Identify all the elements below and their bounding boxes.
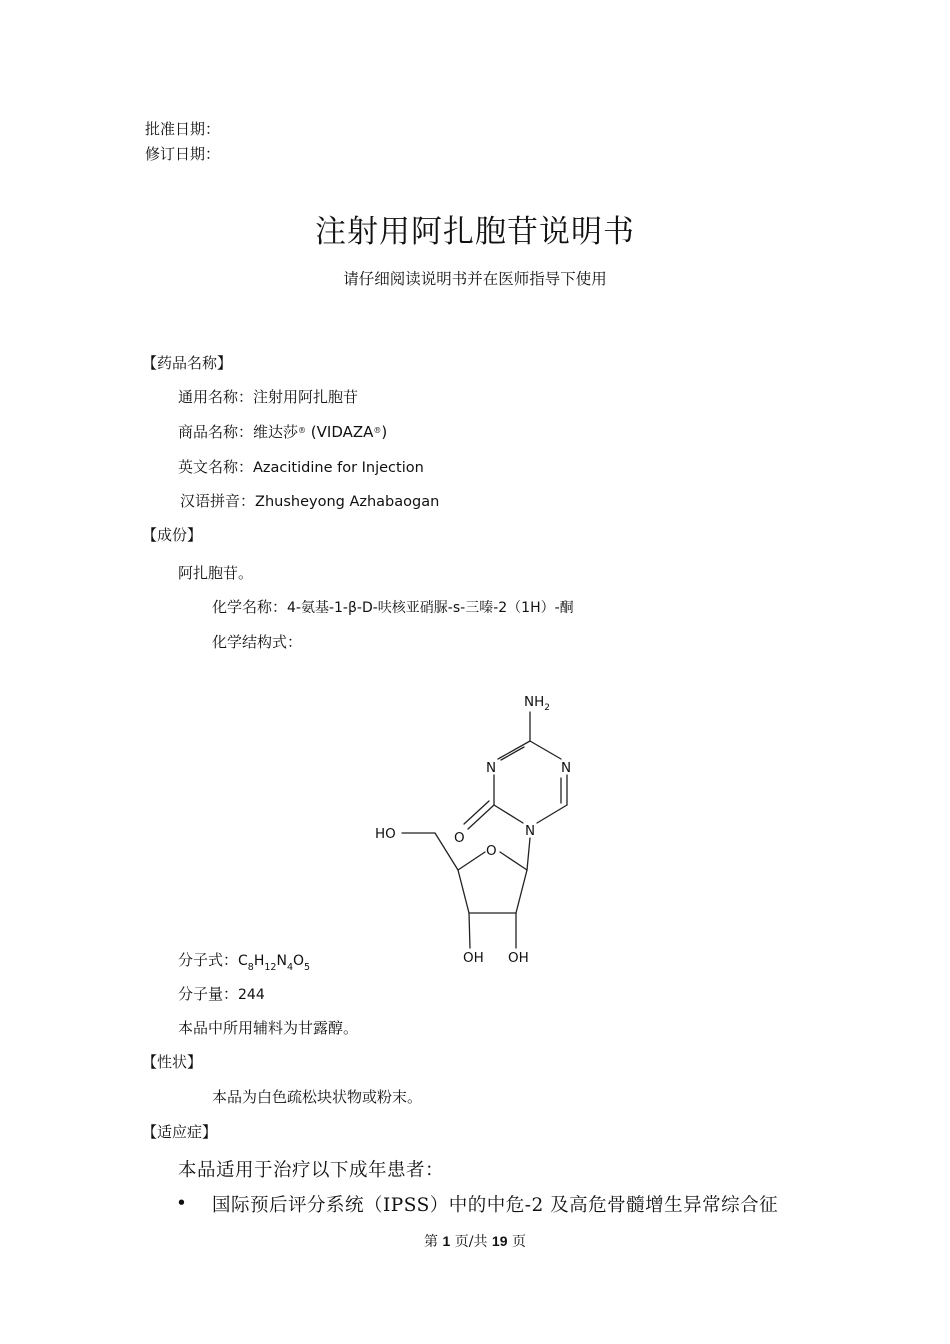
english-name-label: 英文名称：	[178, 458, 254, 476]
amino-label: $NH_2$	[524, 694, 550, 713]
atom-n-right: N	[561, 760, 572, 776]
generic-name-label: 通用名称：	[178, 388, 254, 406]
trade-name-cn: 维达莎	[253, 423, 299, 441]
english-name-value: Azacitidine for Injection	[253, 460, 424, 476]
pinyin-name-value: Zhusheyong Azhabaogan	[255, 494, 440, 510]
description-text: 本品为白色疏松块状物或粉末。	[212, 1088, 423, 1106]
section-heading-indications: 【适应症】	[142, 1123, 218, 1141]
formula-label: 分子式：	[178, 951, 239, 969]
molecular-weight-line	[178, 983, 265, 1004]
registered-mark: ®	[298, 426, 307, 435]
indication-bullet: •	[176, 1193, 188, 1214]
ingredient-text: 阿扎胞苷。	[178, 564, 254, 582]
chemical-structure-diagram	[360, 680, 600, 970]
atom-n-bottom: N	[525, 823, 536, 839]
document-subtitle: 请仔细阅读说明书并在医师指导下使用	[343, 270, 607, 288]
approval-date-label: 批准日期：	[145, 120, 221, 138]
indication-item-1: 国际预后评分系统（IPSS）中的中危-2 及高危骨髓增生异常综合征	[212, 1195, 779, 1216]
generic-name-value: 注射用阿扎胞苷	[253, 388, 359, 406]
atom-o-carbonyl: O	[454, 830, 465, 846]
registered-mark-2: ®	[373, 426, 382, 435]
pinyin-name-line	[180, 490, 439, 511]
hydroxyl-ho: HO	[375, 826, 396, 842]
mw-label: 分子量：	[178, 985, 239, 1003]
section-heading-composition: 【成份】	[142, 526, 203, 544]
mw-value: 244	[238, 987, 265, 1003]
molecular-formula: $C_8H_{12}N_4O_5$	[238, 953, 311, 973]
revision-date-label: 修订日期：	[145, 145, 221, 163]
indications-intro: 本品适用于治疗以下成年患者：	[178, 1160, 445, 1181]
page-footer: 第 1 页/共 19 页	[424, 1233, 526, 1250]
hydroxyl-oh-left: OH	[463, 950, 484, 966]
hydroxyl-oh-right: OH	[508, 950, 529, 966]
chemical-name-line	[212, 596, 574, 617]
pinyin-name-label: 汉语拼音：	[180, 492, 256, 510]
page-total: 19	[491, 1233, 508, 1249]
structure-label: 化学结构式：	[212, 633, 303, 651]
chemical-name-label: 化学名称：	[212, 598, 288, 616]
trade-name-open: (VIDAZA	[306, 423, 374, 441]
generic-name-line	[178, 386, 358, 407]
document-title: 注射用阿扎胞苷说明书	[315, 214, 635, 250]
section-heading-drug-name: 【药品名称】	[142, 354, 233, 372]
page-number: 1	[442, 1233, 451, 1249]
molecular-formula-line	[178, 949, 310, 973]
trade-name-line	[178, 421, 387, 442]
atom-n-left: N	[486, 760, 497, 776]
excipient-text: 本品中所用辅料为甘露醇。	[178, 1019, 359, 1037]
chemical-name-value: 4-氨基-1-β-D-呋核亚硝脲-s-三嗪-2（1H）-酮	[287, 600, 574, 616]
trade-name-close: )	[381, 423, 388, 441]
atom-o-ring: O	[486, 843, 497, 859]
section-heading-description: 【性状】	[142, 1053, 203, 1071]
trade-name-label: 商品名称：	[178, 423, 254, 441]
english-name-line	[178, 456, 424, 477]
